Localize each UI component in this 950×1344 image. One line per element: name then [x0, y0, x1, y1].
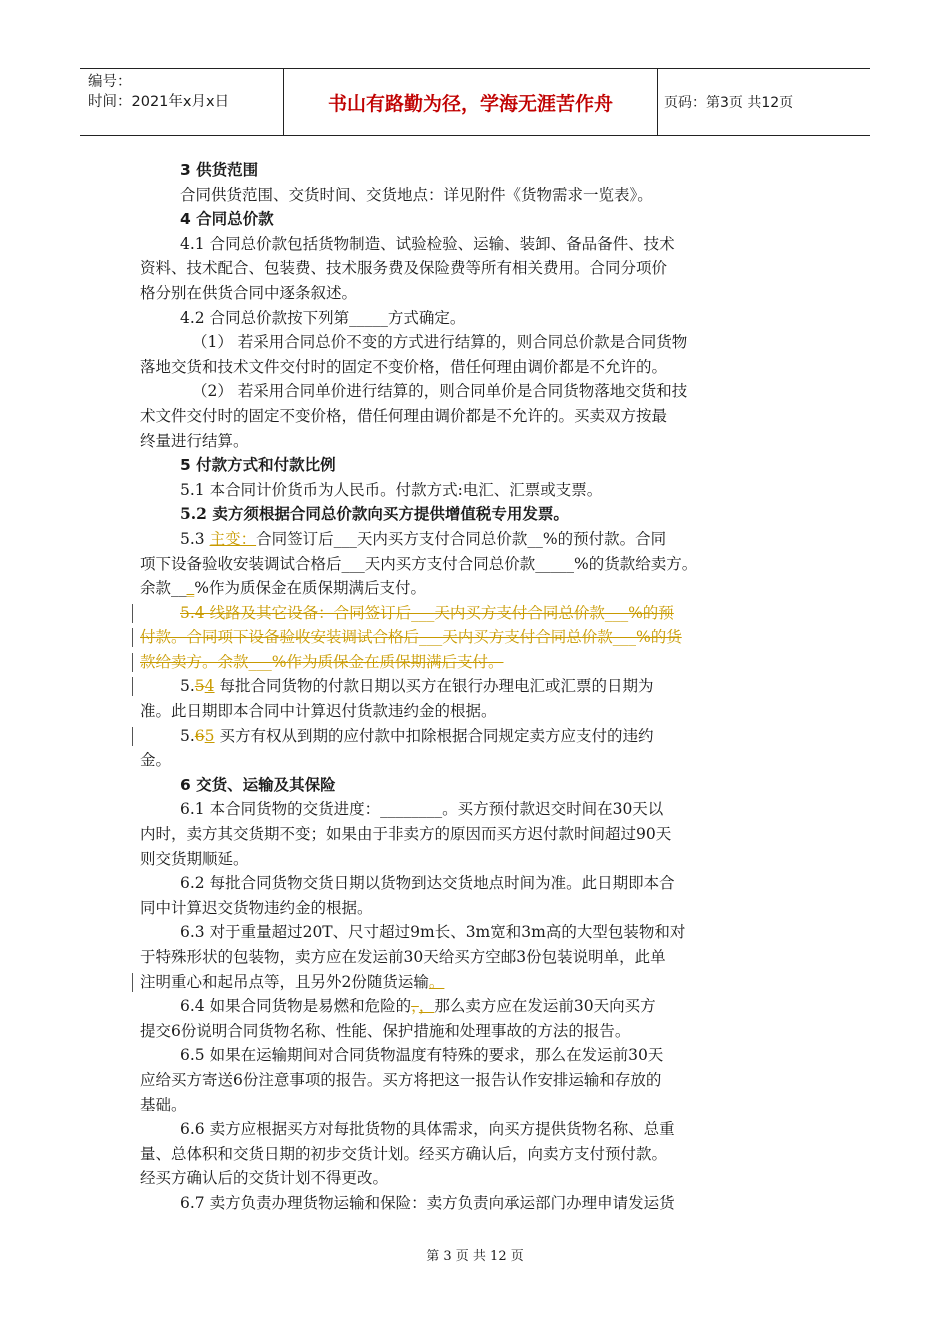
inserted-text: 主变： — [209, 529, 257, 548]
text-line — [140, 158, 812, 183]
document-number: 编号： — [88, 74, 132, 90]
line-text: 3 供货范围 — [180, 161, 259, 179]
line-text: 量、总体积和交货日期的初步交货计划。经买方确认后，向卖方支付预付款。 — [140, 1144, 668, 1163]
line-text: 5.4 线路及其它设备：合同签订后___天内买方支付合同总价款___%的预 — [180, 603, 674, 622]
line-text: 基础。 — [140, 1095, 187, 1114]
line-text-continued: 买方有权从到期的应付款中扣除根据合同规定卖方应支付的违约 — [214, 726, 654, 745]
deleted-text: 5 — [194, 677, 205, 696]
line-text: 同中计算迟交货物违约金的根据。 — [140, 898, 373, 917]
text-line — [140, 576, 812, 601]
line-text: 终量进行结算。 — [140, 431, 249, 450]
header-motto: 书山有路勤为径，学海无涯苦作舟 — [284, 69, 658, 135]
text-line — [140, 281, 812, 306]
deleted-text: ， — [411, 997, 419, 1016]
inserted-text: 4 — [204, 677, 215, 696]
line-text: 6 交货、运输及其保险 — [180, 775, 336, 794]
line-text: 付款。合同项下设备验收安装调试合格后___天内买方支付合同总价款___%的货 — [140, 628, 682, 647]
text-line — [140, 674, 812, 699]
line-text: 应给买方寄送6份注意事项的报告。买方将把这一报告认作安排运输和存放的 — [140, 1070, 662, 1089]
text-line — [140, 355, 812, 380]
text-line — [140, 1019, 812, 1044]
header-page-info: 页码：第3页 共12页 — [664, 95, 794, 111]
inserted-text: 5 — [204, 726, 215, 745]
line-text: 注明重心和起吊点等，且另外2份随货运输 — [140, 972, 429, 991]
text-line — [140, 896, 812, 921]
line-text-continued: 那么卖方应在发运前30天向买方 — [434, 997, 656, 1016]
page-header — [80, 68, 870, 136]
text-line — [140, 773, 812, 798]
text-line — [140, 1043, 812, 1068]
text-line — [140, 1191, 812, 1216]
line-text: 于特殊形状的包装物，卖方应在发运前30天给买方空邮3份包装说明单，此单 — [140, 948, 666, 966]
line-text: 6.3 对于重量超过20T、尺寸超过9m长、3m宽和3m高的大型包装物和对 — [180, 923, 686, 942]
text-line — [140, 994, 812, 1019]
line-text: 资料、技术配合、包装费、技术服务费及保险费等所有相关费用。合同分项价 — [140, 259, 668, 278]
header-meta — [80, 69, 284, 135]
change-bar — [132, 973, 133, 992]
text-line — [140, 429, 812, 454]
text-line — [140, 822, 812, 847]
text-line — [140, 1117, 812, 1142]
document-date: 时间：2021年x月x日 — [88, 94, 230, 110]
line-text: 4.2 合同总价款按下列第_____方式确定。 — [180, 308, 466, 327]
line-text: 款给卖方。余款___%作为质保金在质保期满后支付。 — [140, 652, 504, 671]
text-line — [140, 970, 812, 995]
change-bar — [132, 604, 133, 623]
line-text: 5. — [180, 726, 195, 745]
line-text: 合同供货范围、交货时间、交货地点：详见附件《货物需求一览表》。 — [180, 185, 653, 204]
line-text: 5.1 本合同计价货币为人民币。付款方式:电汇、汇票或支票。 — [180, 480, 603, 499]
change-bar — [132, 628, 133, 647]
line-text: 5.2 卖方须根据合同总价款向买方提供增值税专用发票。 — [180, 504, 569, 524]
change-bar — [132, 677, 133, 696]
line-text: 6.4 如果合同货物是易燃和危险的 — [180, 997, 412, 1016]
text-line — [140, 478, 812, 503]
line-text-continued: %作为质保金在质保期满后支付。 — [194, 579, 426, 598]
line-text-continued: 每批合同货物的付款日期以买方在银行办理电汇或汇票的日期为 — [214, 677, 654, 696]
text-line — [140, 379, 812, 404]
text-line — [140, 232, 812, 257]
text-line — [140, 625, 812, 650]
line-text: （1） 若采用合同总价不变的方式进行结算的，则合同总价款是合同货物 — [192, 333, 688, 352]
change-bar — [132, 653, 133, 672]
text-line — [140, 699, 812, 724]
text-line — [140, 552, 812, 577]
inserted-text: 。 — [428, 972, 445, 991]
line-text: 6.2 每批合同货物交货日期以货物到达交货地点时间为准。此日期即本合 — [180, 874, 675, 893]
deleted-text: 6 — [194, 726, 205, 745]
line-text: 4 合同总价款 — [180, 210, 274, 229]
text-line — [140, 527, 812, 552]
text-line — [140, 871, 812, 896]
line-text: 金。 — [140, 751, 172, 770]
text-line — [140, 724, 812, 749]
line-text: 余款__ — [140, 579, 187, 598]
line-text: 则交货期顺延。 — [140, 849, 249, 868]
line-text: 术文件交付时的固定不变价格，借任何理由调价都是不允许的。买卖双方按最 — [140, 406, 668, 425]
line-text: 提交6份说明合同货物名称、性能、保护措施和处理事故的方法的报告。 — [140, 1021, 631, 1040]
text-line — [140, 945, 812, 970]
document-body — [140, 158, 812, 1216]
line-text: 6.5 如果在运输期间对合同货物温度有特殊的要求，那么在发运前30天 — [180, 1046, 664, 1065]
line-text: 格分别在供货合同中逐条叙述。 — [140, 283, 358, 302]
text-line — [140, 207, 812, 232]
text-line — [140, 404, 812, 429]
inserted-text: _ — [186, 579, 195, 598]
text-line — [140, 1068, 812, 1093]
text-line — [140, 748, 812, 773]
line-text: 5. — [180, 677, 195, 696]
line-text: 经买方确认后的交货计划不得更改。 — [140, 1169, 389, 1188]
text-line — [140, 1093, 812, 1118]
line-text: 5.3 — [180, 529, 210, 548]
line-text: （2） 若采用合同单价进行结算的，则合同单价是合同货物落地交货和技 — [192, 382, 688, 401]
text-line — [140, 183, 812, 208]
inserted-text: ， — [418, 997, 435, 1016]
line-text: 5 付款方式和付款比例 — [180, 456, 336, 475]
text-line — [140, 1166, 812, 1191]
text-line — [140, 256, 812, 281]
change-bar — [132, 727, 133, 746]
line-text: 准。此日期即本合同中计算迟付货款违约金的根据。 — [140, 702, 497, 721]
text-line — [140, 453, 812, 478]
text-line — [140, 306, 812, 331]
text-line — [140, 847, 812, 872]
text-line — [140, 502, 812, 527]
text-line — [140, 1142, 812, 1167]
line-text: 6.1 本合同货物的交货进度：________。买方预付款迟交时间在30天以 — [180, 800, 664, 819]
text-line — [140, 920, 812, 945]
line-text: 内时，卖方其交货期不变；如果由于非卖方的原因而买方迟付款时间超过90天 — [140, 825, 672, 844]
line-text: 落地交货和技术文件交付时的固定不变价格，借任何理由调价都是不允许的。 — [140, 357, 668, 376]
page-footer: 第 3 页 共 12 页 — [426, 1249, 524, 1264]
line-text: 项下设备验收安装调试合格后___天内买方支付合同总价款_____%的货款给卖方。 — [140, 554, 698, 573]
text-line — [140, 330, 812, 355]
line-text: 6.7 卖方负责办理货物运输和保险：卖方负责向承运部门办理申请发运货 — [180, 1193, 675, 1212]
line-text: 6.6 卖方应根据买方对每批货物的具体需求，向买方提供货物名称、总重 — [180, 1120, 675, 1139]
text-line — [140, 601, 812, 626]
line-text: 4.1 合同总价款包括货物制造、试验检验、运输、装卸、备品备件、技术 — [180, 234, 675, 253]
text-line — [140, 797, 812, 822]
line-text-continued: 合同签订后___天内买方支付合同总价款__%的预付款。合同 — [256, 529, 667, 548]
text-line — [140, 650, 812, 675]
